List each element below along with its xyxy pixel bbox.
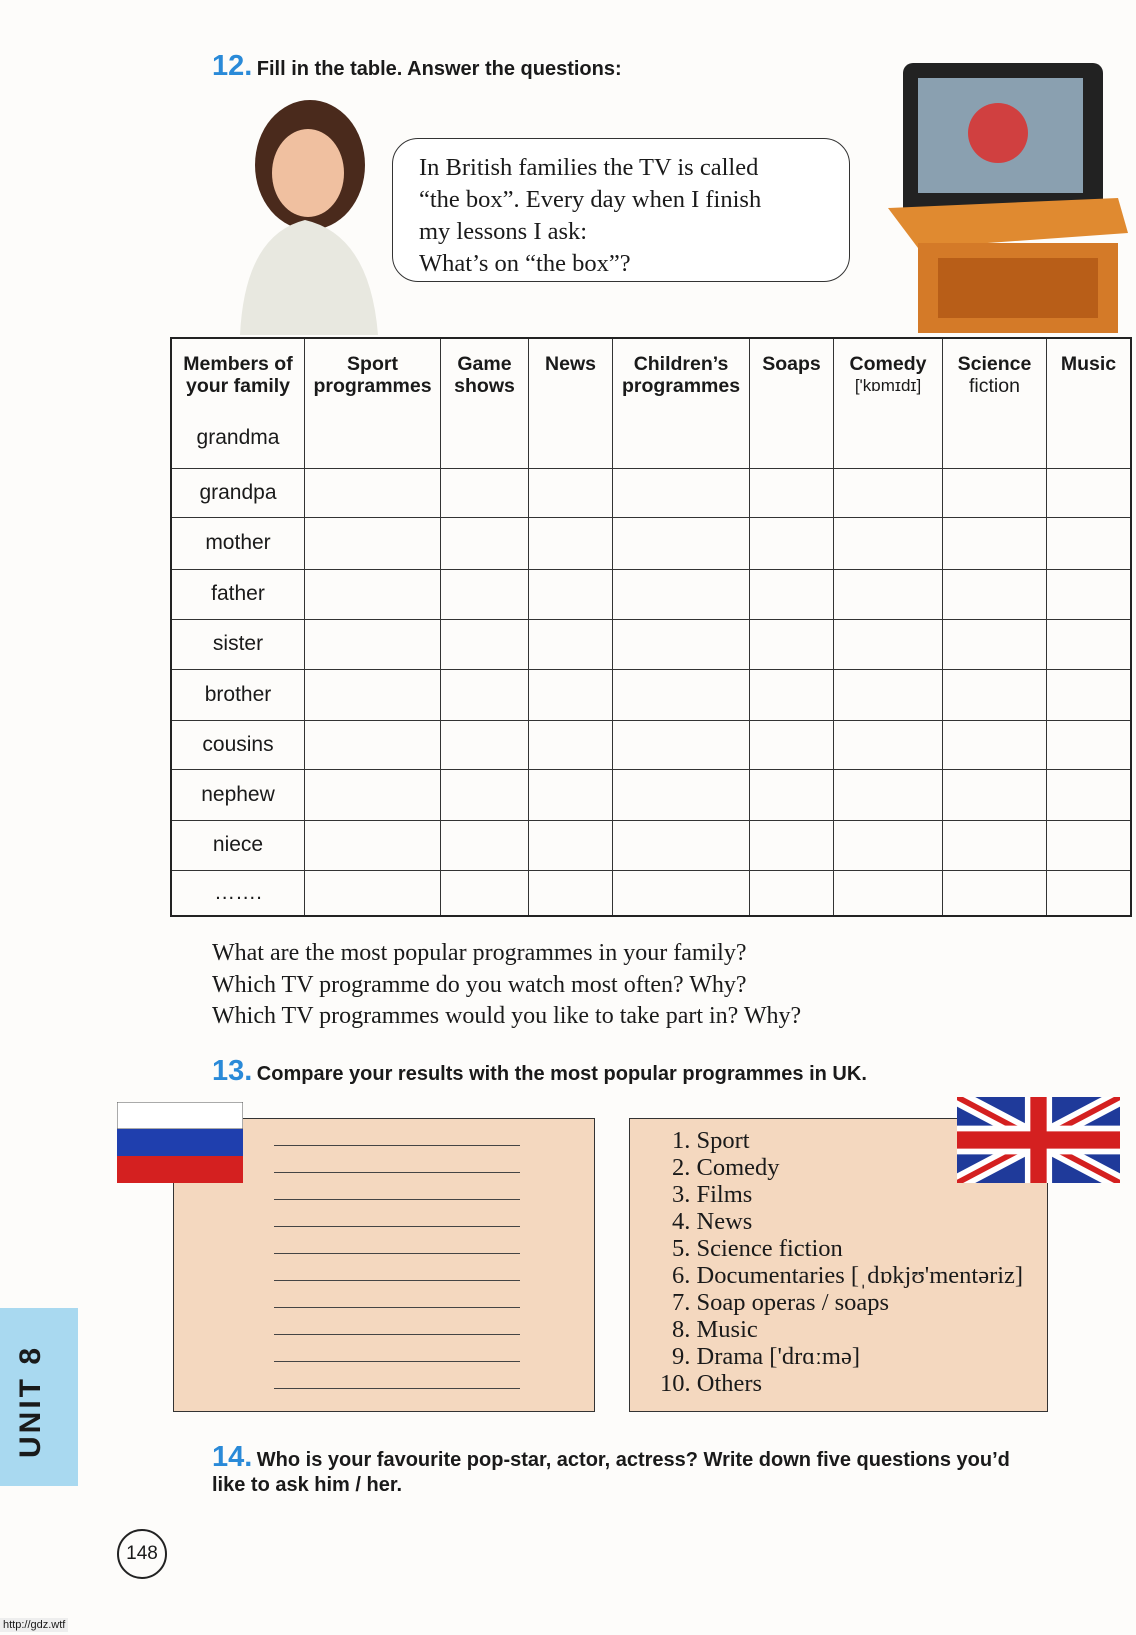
answer-cell[interactable] — [943, 769, 1047, 820]
answer-line[interactable] — [274, 1253, 520, 1254]
family-tv-table — [170, 337, 1132, 917]
answer-cell[interactable] — [750, 619, 834, 669]
member-label: mother — [171, 517, 305, 569]
answer-cell[interactable] — [750, 720, 834, 769]
answer-cell[interactable] — [750, 769, 834, 820]
answer-cell[interactable] — [834, 669, 943, 720]
answer-cell[interactable] — [305, 820, 441, 870]
answer-cell[interactable] — [305, 468, 441, 517]
column-header: Science fiction — [943, 338, 1047, 468]
answer-cell[interactable] — [613, 720, 750, 769]
girl-illustration — [230, 95, 380, 335]
answer-cell[interactable] — [305, 669, 441, 720]
answer-cell[interactable] — [613, 569, 750, 619]
answer-cell[interactable] — [305, 517, 441, 569]
answer-cell[interactable] — [834, 720, 943, 769]
table-row — [171, 569, 1131, 619]
answer-cell[interactable] — [834, 820, 943, 870]
table-row — [171, 338, 1131, 468]
uk-list-item: 2. Comedy — [672, 1154, 780, 1181]
answer-line[interactable] — [274, 1226, 520, 1227]
table-row — [171, 720, 1131, 769]
answer-cell[interactable] — [529, 720, 613, 769]
member-label: sister — [171, 619, 305, 669]
answer-cell[interactable] — [943, 669, 1047, 720]
answer-cell[interactable] — [613, 769, 750, 820]
speech-bubble: In British families the TV is called “the box”. Every day when I finish my lessons I ask: What’s on “the box”? — [392, 138, 850, 282]
answer-cell[interactable] — [943, 870, 1047, 916]
answer-cell[interactable] — [834, 619, 943, 669]
member-label: father — [171, 569, 305, 619]
uk-list-item: 9. Drama ['drɑːmə] — [672, 1343, 860, 1370]
answer-cell[interactable] — [613, 669, 750, 720]
table-row — [171, 468, 1131, 517]
russian-flag-icon — [117, 1102, 243, 1183]
uk-list-item: 5. Science fiction — [672, 1235, 843, 1262]
member-label: nephew — [171, 769, 305, 820]
answer-cell[interactable] — [529, 517, 613, 569]
table-row — [171, 820, 1131, 870]
answer-cell[interactable] — [613, 820, 750, 870]
task-13-heading: 13. Compare your results with the most popular programmes in UK. — [212, 1055, 867, 1087]
answer-cell[interactable] — [1047, 870, 1132, 916]
answer-cell[interactable] — [834, 468, 943, 517]
answer-line[interactable] — [274, 1334, 520, 1335]
unit-tab: UNIT 8 — [0, 1308, 78, 1486]
answer-cell[interactable] — [750, 517, 834, 569]
member-label: grandpa — [171, 468, 305, 517]
answer-cell[interactable] — [305, 569, 441, 619]
member-label: ……. — [171, 870, 305, 916]
answer-cell[interactable] — [305, 769, 441, 820]
answer-cell[interactable] — [834, 769, 943, 820]
answer-cell[interactable] — [834, 517, 943, 569]
answer-cell[interactable] — [750, 468, 834, 517]
uk-list-item: 10. Others — [660, 1370, 763, 1397]
tv-illustration — [888, 58, 1128, 333]
watermark: http://gdz.wtf — [0, 1618, 68, 1632]
answer-cell[interactable] — [529, 820, 613, 870]
answer-cell[interactable] — [943, 720, 1047, 769]
answer-line[interactable] — [274, 1172, 520, 1173]
answer-cell[interactable] — [943, 517, 1047, 569]
answer-cell[interactable] — [613, 468, 750, 517]
column-header: Music — [1047, 338, 1132, 468]
answer-cell[interactable] — [305, 619, 441, 669]
column-header: Sport programmes — [305, 338, 441, 468]
answer-cell[interactable] — [305, 870, 441, 916]
answer-cell[interactable] — [613, 870, 750, 916]
answer-cell[interactable] — [441, 820, 529, 870]
answer-cell[interactable] — [613, 619, 750, 669]
uk-list-item: 7. Soap operas / soaps — [672, 1289, 890, 1316]
answer-cell[interactable] — [943, 820, 1047, 870]
answer-line[interactable] — [274, 1145, 520, 1146]
member-label: grandma — [196, 426, 280, 449]
task-12-heading: 12. Fill in the table. Answer the questions: — [212, 50, 622, 82]
table-row — [171, 517, 1131, 569]
answer-cell[interactable] — [441, 669, 529, 720]
answer-cell[interactable] — [441, 468, 529, 517]
answer-cell[interactable] — [441, 517, 529, 569]
answer-cell[interactable] — [1047, 720, 1132, 769]
answer-cell[interactable] — [943, 569, 1047, 619]
table-row — [171, 870, 1131, 916]
answer-cell[interactable] — [1047, 669, 1132, 720]
uk-list-item: 4. News — [672, 1208, 753, 1235]
uk-list-item: 6. Documentaries [ˌdɒkjʊ'mentəriz] — [672, 1262, 1024, 1289]
uk-flag-icon — [957, 1097, 1120, 1183]
answer-cell[interactable] — [834, 870, 943, 916]
answer-line[interactable] — [274, 1280, 520, 1281]
answer-cell[interactable] — [441, 769, 529, 820]
column-header: Game shows — [441, 338, 529, 468]
answer-cell[interactable] — [1047, 468, 1132, 517]
answer-cell[interactable] — [529, 870, 613, 916]
answer-cell[interactable] — [1047, 769, 1132, 820]
uk-list-item: 8. Music — [672, 1316, 758, 1343]
answer-cell[interactable] — [529, 619, 613, 669]
column-header: Comedy ['kɒmɪdɪ] — [834, 338, 943, 468]
uk-list-item: 3. Films — [672, 1181, 753, 1208]
answer-cell[interactable] — [1047, 569, 1132, 619]
answer-cell[interactable] — [1047, 517, 1132, 569]
table-row — [171, 669, 1131, 720]
questions: What are the most popular programmes in your family? Which TV programme do you watch most often? Why? Which TV programmes would you like to take part in? Why? — [212, 940, 802, 1029]
answer-cell[interactable] — [529, 468, 613, 517]
answer-cell[interactable] — [613, 517, 750, 569]
answer-cell[interactable] — [943, 619, 1047, 669]
answer-cell[interactable] — [943, 468, 1047, 517]
answer-cell[interactable] — [750, 820, 834, 870]
answer-cell[interactable] — [305, 720, 441, 769]
answer-cell[interactable] — [441, 870, 529, 916]
answer-cell[interactable] — [750, 870, 834, 916]
column-header: News — [529, 338, 613, 468]
answer-line[interactable] — [274, 1307, 520, 1308]
member-label: niece — [171, 820, 305, 870]
table-row — [171, 769, 1131, 820]
column-header: Children’s programmes — [613, 338, 750, 468]
member-label: cousins — [171, 720, 305, 769]
answer-cell[interactable] — [750, 669, 834, 720]
answer-cell[interactable] — [529, 769, 613, 820]
column-header-members: Members of your family grandma — [171, 338, 305, 468]
answer-line[interactable] — [274, 1361, 520, 1362]
answer-cell[interactable] — [441, 619, 529, 669]
answer-cell[interactable] — [834, 569, 943, 619]
answer-cell[interactable] — [750, 569, 834, 619]
answer-cell[interactable] — [441, 720, 529, 769]
answer-cell[interactable] — [529, 669, 613, 720]
task-14-heading: 14. Who is your favourite pop-star, actor, actress? Write down five questions you’d like to ask him / her. — [212, 1441, 1010, 1496]
member-label: brother — [171, 669, 305, 720]
answer-cell[interactable] — [1047, 820, 1132, 870]
answer-cell[interactable] — [441, 569, 529, 619]
page-number: 148 — [117, 1529, 167, 1579]
uk-list-item: 1. Sport — [672, 1127, 750, 1154]
table-row — [171, 619, 1131, 669]
answer-line[interactable] — [274, 1388, 520, 1389]
answer-cell[interactable] — [529, 569, 613, 619]
answer-cell[interactable] — [1047, 619, 1132, 669]
column-header: Soaps — [750, 338, 834, 468]
answer-line[interactable] — [274, 1199, 520, 1200]
